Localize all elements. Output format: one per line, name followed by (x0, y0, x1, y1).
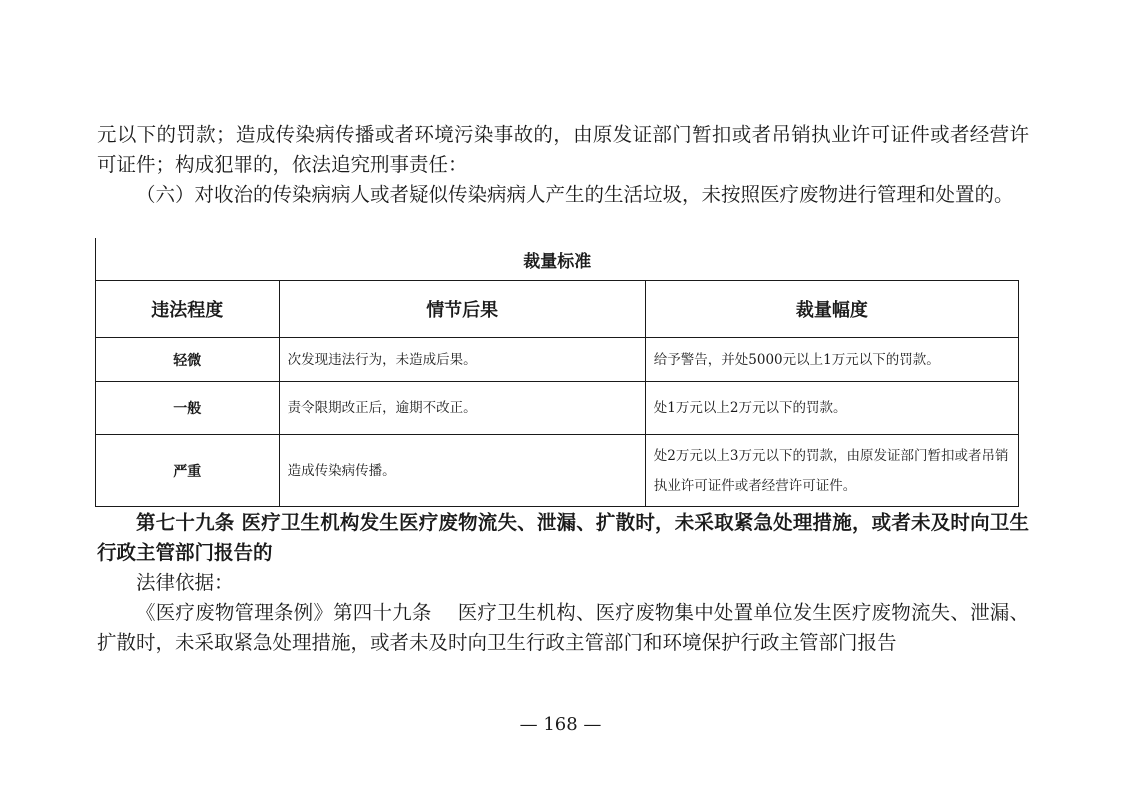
header-violation-level: 违法程度 (96, 281, 280, 338)
cell-level: 轻微 (96, 338, 280, 382)
table-header-row (96, 281, 1019, 338)
header-penalty-range: 裁量幅度 (645, 281, 1018, 338)
cell-range: 处1万元以上2万元以下的罚款。 (645, 382, 1018, 435)
table-caption: 裁量标准 (96, 238, 1019, 281)
cell-consequence: 次发现违法行为，未造成后果。 (279, 338, 645, 382)
cell-range: 处2万元以上3万元以下的罚款，由原发证部门暂扣或者吊销执业许可证件或者经营许可证件。 (645, 435, 1018, 507)
table-row (96, 435, 1019, 507)
cell-level: 一般 (96, 382, 280, 435)
table-row (96, 382, 1019, 435)
cell-consequence: 责令限期改正后，逾期不改正。 (279, 382, 645, 435)
page-number: — 168 — (519, 714, 602, 735)
table-row (96, 338, 1019, 382)
legal-basis-label: 法律依据： (136, 571, 234, 594)
paragraph-continuation: 元以下的罚款；造成传染病传播或者环境污染事故的，由原发证部门暂扣或者吊销执业许可证件或者经营许可证件；构成犯罪的，依法追究刑事责任： (97, 123, 1029, 176)
article-79-heading: 第七十九条 医疗卫生机构发生医疗废物流失、泄漏、扩散时，未采取紧急处理措施，或者未及时向卫生行政主管部门报告的 (97, 511, 1029, 564)
legal-basis-text: 《医疗废物管理条例》第四十九条 医疗卫生机构、医疗废物集中处置单位发生医疗废物流失、泄漏、扩散时，未采取紧急处理措施，或者未及时向卫生行政主管部门和环境保护行政主管部门报告 (97, 601, 1029, 654)
cell-level: 严重 (96, 435, 280, 507)
paragraph-item-six: （六）对收治的传染病病人或者疑似传染病病人产生的生活垃圾，未按照医疗废物进行管理和处置的。 (136, 183, 1014, 206)
cell-consequence: 造成传染病传播。 (279, 435, 645, 507)
cell-range: 给予警告，并处5000元以上1万元以下的罚款。 (645, 338, 1018, 382)
header-consequence: 情节后果 (279, 281, 645, 338)
discretion-standard-table (95, 238, 1019, 507)
